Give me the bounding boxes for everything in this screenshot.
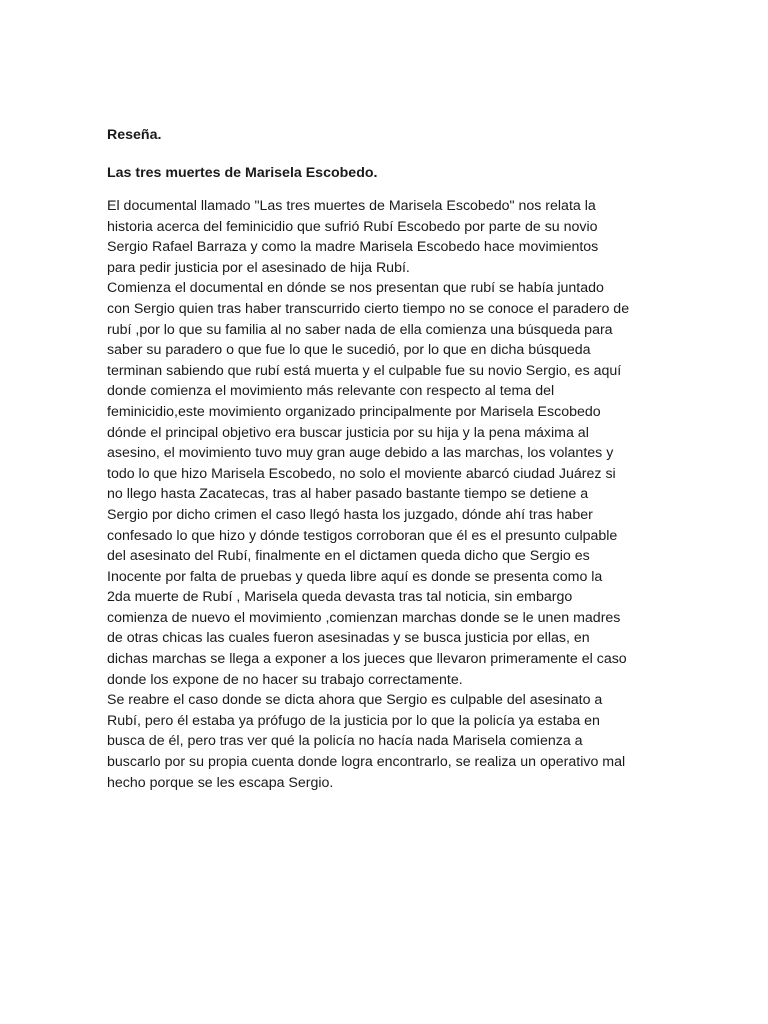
document-content xyxy=(107,125,667,793)
body-text-line: todo lo que hizo Marisela Escobedo, no solo el moviente abarcó ciudad Juárez si xyxy=(107,465,616,482)
body-text-line: del asesinato del Rubí, finalmente en el dictamen queda dicho que Sergio es xyxy=(107,548,590,565)
body-text-line: dichas marchas se llega a exponer a los jueces que llevaron primeramente el caso xyxy=(107,651,627,668)
review-label: Reseña. xyxy=(107,127,162,143)
body-text-line: comienza de nuevo el movimiento ,comienzan marchas donde se le unen madres xyxy=(107,609,621,626)
body-text-line: donde los expone de no hacer su trabajo correctamente. xyxy=(107,671,463,688)
body-text-line: busca de él, pero tras ver qué la policía no hacía nada Marisela comienza a xyxy=(107,733,583,750)
body-text-line: Rubí, pero él estaba ya prófugo de la justicia por lo que la policía ya estaba en xyxy=(107,712,600,729)
body-text-line: Se reabre el caso donde se dicta ahora que Sergio es culpable del asesinato a xyxy=(107,692,603,709)
body-text-line: buscarlo por su propia cuenta donde logra encontrarlo, se realiza un operativo mal xyxy=(107,754,626,771)
body-text-line: rubí ,por lo que su familia al no saber nada de ella comienza una búsqueda para xyxy=(107,321,613,338)
body-text-line: 2da muerte de Rubí , Marisela queda devasta tras tal noticia, sin embargo xyxy=(107,589,573,606)
body-text-line: con Sergio quien tras haber transcurrido cierto tiempo no se conoce el paradero de xyxy=(107,300,630,317)
body-text-line: de otras chicas las cuales fueron asesinadas y se busca justicia por ellas, en xyxy=(107,630,590,647)
body-text xyxy=(107,196,667,793)
body-text-line: no llego hasta Zacatecas, tras al haber pasado bastante tiempo se detiene a xyxy=(107,486,589,503)
body-text-line: historia acerca del feminicidio que sufrió Rubí Escobedo por parte de su novio xyxy=(107,218,598,235)
body-text-line: feminicidio,este movimiento organizado principalmente por Marisela Escobedo xyxy=(107,403,601,420)
body-text-line: asesino, el movimiento tuvo muy gran auge debido a las marchas, los volantes y xyxy=(107,445,614,462)
body-text-line: donde comienza el movimiento más relevante con respecto al tema del xyxy=(107,383,555,400)
body-text-line: para pedir justicia por el asesinado de hija Rubí. xyxy=(107,259,410,276)
body-text-line: Sergio Rafael Barraza y como la madre Marisela Escobedo hace movimientos xyxy=(107,239,599,256)
body-text-line: terminan sabiendo que rubí está muerta y el culpable fue su novio Sergio, es aquí xyxy=(107,362,622,379)
body-text-line: Comienza el documental en dónde se nos presentan que rubí se había juntado xyxy=(107,280,604,297)
body-text-line: El documental llamado "Las tres muertes de Marisela Escobedo" nos relata la xyxy=(107,198,596,214)
document-title: Las tres muertes de Marisela Escobedo. xyxy=(107,165,378,181)
body-text-line: hecho porque se les escapa Sergio. xyxy=(107,774,334,791)
body-text-line: dónde el principal objetivo era buscar justicia por su hija y la pena máxima al xyxy=(107,424,589,441)
body-text-line: Inocente por falta de pruebas y queda libre aquí es donde se presenta como la xyxy=(107,568,603,585)
body-text-line: saber su paradero o que fue lo que le sucedió, por lo que en dicha búsqueda xyxy=(107,342,591,359)
body-text-line: Sergio por dicho crimen el caso llegó hasta los juzgado, dónde ahí tras haber xyxy=(107,506,593,523)
body-text-line: confesado lo que hizo y dónde testigos corroboran que él es el presunto culpable xyxy=(107,527,618,544)
